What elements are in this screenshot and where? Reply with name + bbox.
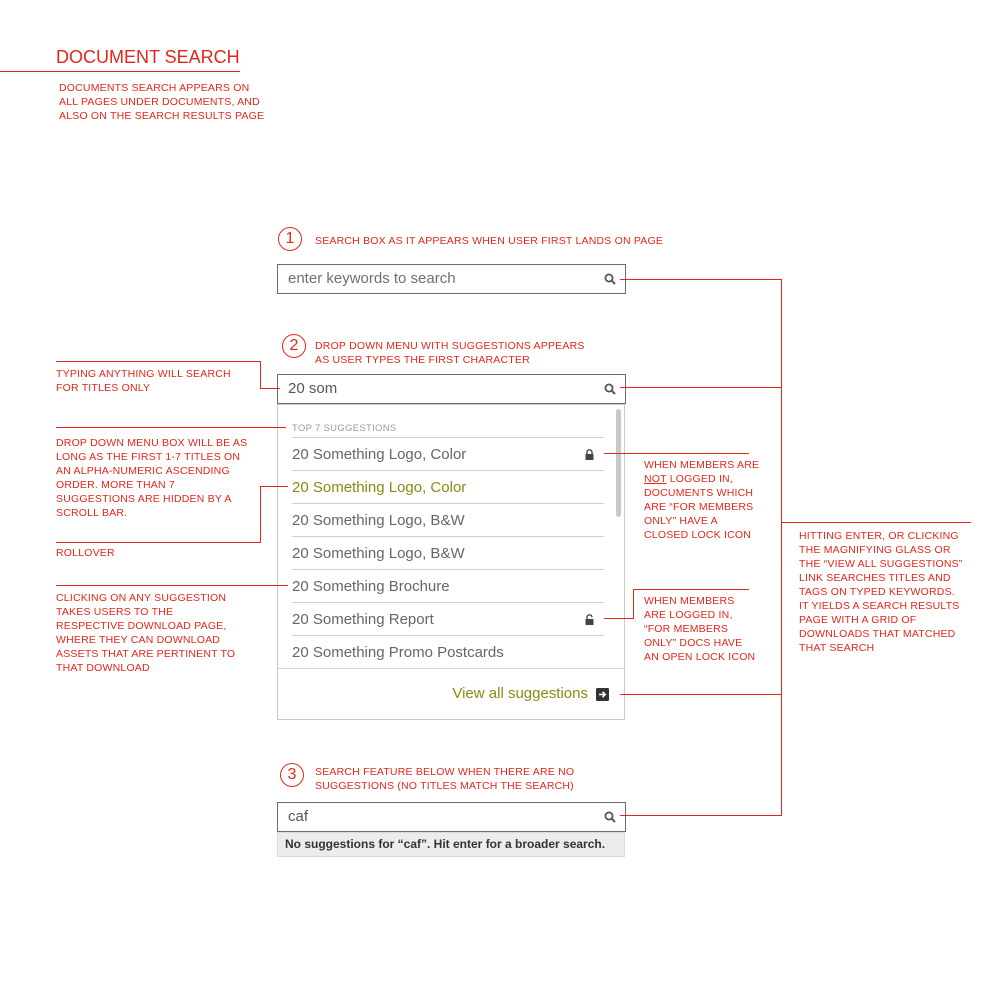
suggestion-label: 20 Something Brochure bbox=[292, 578, 450, 595]
connector-line bbox=[56, 427, 286, 428]
magnifier-icon[interactable] bbox=[604, 273, 616, 285]
arrow-right-box-icon[interactable] bbox=[596, 688, 609, 701]
suggestion-item[interactable] bbox=[292, 635, 604, 668]
connector-line bbox=[604, 618, 634, 619]
step-1-badge: 1 bbox=[278, 227, 302, 251]
connector-line bbox=[781, 279, 782, 816]
search-input-value[interactable]: 20 som bbox=[288, 380, 338, 397]
step-3-badge: 3 bbox=[280, 763, 304, 787]
lock-open-icon bbox=[585, 614, 594, 625]
annotation-rollover: ROLLOVER bbox=[56, 547, 115, 559]
page-title: DOCUMENT SEARCH bbox=[56, 47, 240, 67]
annotation-not-logged-in-pre: WHEN MEMBERS ARE bbox=[644, 459, 760, 471]
suggestion-item[interactable] bbox=[292, 503, 604, 536]
annotation-logged-in: WHEN MEMBERS ARE LOGGED IN, “FOR MEMBERS ONLY” DOCS HAVE AN OPEN LOCK ICON bbox=[644, 595, 756, 663]
suggestion-label: 20 Something Promo Postcards bbox=[292, 644, 504, 661]
search-input-value[interactable]: caf bbox=[288, 808, 309, 825]
suggestion-label: 20 Something Report bbox=[292, 611, 434, 628]
connector-line bbox=[260, 486, 261, 543]
annotation-not-underline: NOT bbox=[644, 473, 667, 485]
no-suggestions-message: No suggestions for “caf”. Hit enter for a broader search. bbox=[277, 832, 625, 857]
annotation-clicking: CLICKING ON ANY SUGGESTION TAKES USERS TO THE RESPECTIVE DOWNLOAD PAGE, WHERE THEY CAN DOWNLOAD ASSETS THAT ARE PERTINENT TO THAT DOWNLOAD bbox=[56, 592, 236, 674]
connector-line bbox=[781, 522, 971, 523]
intro-note: DOCUMENTS SEARCH APPEARS ON ALL PAGES UNDER DOCUMENTS, AND ALSO ON THE SEARCH RESULTS PAGE bbox=[59, 82, 265, 122]
connector-line bbox=[260, 388, 280, 389]
connector-line bbox=[260, 361, 261, 389]
connector-line bbox=[56, 585, 288, 586]
view-all-suggestions-link[interactable]: View all suggestions bbox=[452, 685, 588, 702]
suggestion-label: 20 Something Logo, Color bbox=[292, 479, 467, 496]
search-box-no-results[interactable] bbox=[277, 802, 626, 832]
connector-line bbox=[620, 815, 781, 816]
connector-line bbox=[620, 387, 781, 388]
lock-closed-icon bbox=[585, 449, 594, 460]
suggestions-dropdown bbox=[277, 404, 625, 720]
title-underline bbox=[0, 71, 240, 72]
step-1-caption: SEARCH BOX AS IT APPEARS WHEN USER FIRST LANDS ON PAGE bbox=[315, 235, 664, 247]
step-2-caption: DROP DOWN MENU WITH SUGGESTIONS APPEARS AS USER TYPES THE FIRST CHARACTER bbox=[315, 340, 585, 366]
connector-line bbox=[604, 453, 749, 454]
annotation-not-logged-in bbox=[644, 458, 774, 542]
connector-line bbox=[620, 694, 781, 695]
annotation-dropdown-box: DROP DOWN MENU BOX WILL BE AS LONG AS THE FIRST 1-7 TITLES ON AN ALPHA-NUMERIC ASCENDING ORDER. MORE THAN 7 SUGGESTIONS ARE HIDDEN BY A SCROLL BAR. bbox=[56, 437, 248, 519]
dropdown-footer-divider bbox=[278, 668, 624, 669]
search-box-typing[interactable] bbox=[277, 374, 626, 404]
suggestion-item-rollover[interactable] bbox=[292, 470, 604, 503]
search-input-placeholder[interactable]: enter keywords to search bbox=[288, 270, 456, 287]
dropdown-scrollbar[interactable] bbox=[616, 409, 621, 517]
step-2-badge: 2 bbox=[282, 334, 306, 358]
search-box-initial[interactable] bbox=[277, 264, 626, 294]
annotation-typing: TYPING ANYTHING WILL SEARCH FOR TITLES ONLY bbox=[56, 368, 231, 394]
connector-line bbox=[56, 542, 261, 543]
suggestions-header: TOP 7 SUGGESTIONS bbox=[292, 423, 397, 434]
magnifier-icon[interactable] bbox=[604, 383, 616, 395]
annotation-not-logged-in-rest: LOGGED IN, DOCUMENTS WHICH ARE “FOR MEMBERS ONLY” HAVE A CLOSED LOCK ICON bbox=[644, 473, 754, 541]
annotation-hitting-enter: HITTING ENTER, OR CLICKING THE MAGNIFYING GLASS OR THE “VIEW ALL SUGGESTIONS” LINK SEARCHES TITLES AND TAGS ON TYPED KEYWORDS. IT YIELDS A SEARCH RESULTS PAGE WITH A GRID OF DOWNLOADS THAT MATCHED THAT SEARCH bbox=[799, 530, 963, 654]
suggestion-item[interactable] bbox=[292, 536, 604, 569]
connector-line bbox=[260, 486, 288, 487]
connector-line bbox=[620, 279, 781, 280]
suggestion-item[interactable] bbox=[292, 602, 604, 635]
step-3-caption: SEARCH FEATURE BELOW WHEN THERE ARE NO SUGGESTIONS (NO TITLES MATCH THE SEARCH) bbox=[315, 766, 575, 792]
magnifier-icon[interactable] bbox=[604, 811, 616, 823]
connector-line bbox=[633, 589, 634, 619]
suggestion-label: 20 Something Logo, B&W bbox=[292, 545, 465, 562]
suggestion-item[interactable] bbox=[292, 569, 604, 602]
suggestion-label: 20 Something Logo, B&W bbox=[292, 512, 465, 529]
connector-line bbox=[56, 361, 261, 362]
suggestion-item[interactable] bbox=[292, 437, 604, 470]
connector-line bbox=[633, 589, 749, 590]
suggestion-label: 20 Something Logo, Color bbox=[292, 446, 467, 463]
